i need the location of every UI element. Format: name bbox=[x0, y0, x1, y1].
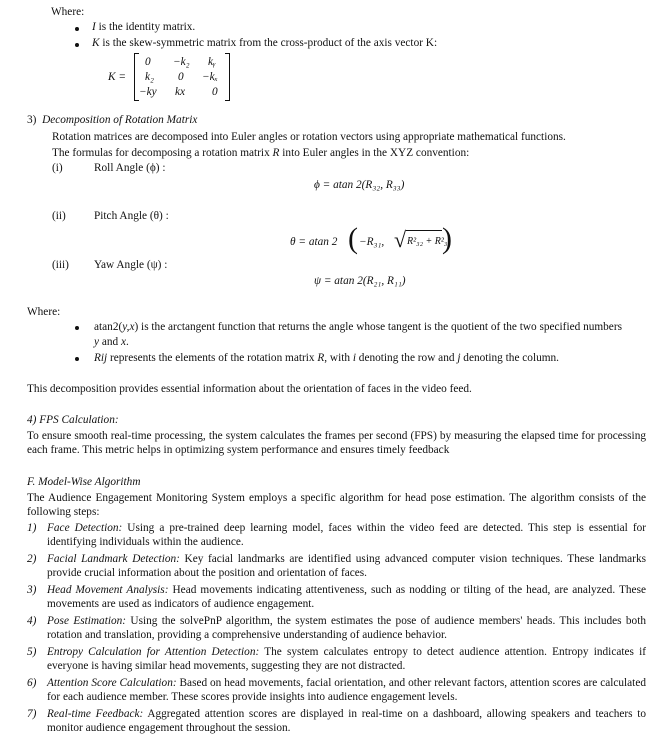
step-text: The system calculates entropy to detect audience attention. Entropy indicates if everyone is having similar head movements, suggesting they are not distracted. bbox=[47, 646, 647, 672]
text-span: , with bbox=[324, 352, 353, 364]
text-span: atan2( bbox=[94, 321, 123, 333]
step-body bbox=[47, 614, 646, 642]
identity-var: I bbox=[92, 21, 96, 33]
identity-text: is the identity matrix. bbox=[95, 21, 196, 33]
var-rij: Rij bbox=[94, 352, 108, 364]
atan-bullet bbox=[94, 320, 622, 334]
bullet-dot bbox=[75, 357, 79, 361]
paragraph: Rotation matrices are decomposed into Euler angles or rotation vectors using appropriate mathematical functions. bbox=[52, 131, 566, 143]
step-title: Face Detection: bbox=[47, 522, 123, 534]
yaw-formula: ψ = atan 2(R₂₁, R₁₁) bbox=[314, 275, 406, 287]
step-title: Facial Landmark Detection: bbox=[47, 553, 180, 565]
step-text: Aggregated attention scores are displayed in real-time on a dashboard, allowing speakers and teachers to monitor audience engagement throughout the session. bbox=[47, 708, 646, 734]
matrix-cell: −k₂ bbox=[173, 56, 190, 68]
step-number: 7) bbox=[27, 708, 37, 720]
text-span: into Euler angles in the XYZ convention: bbox=[279, 147, 470, 159]
step-body bbox=[47, 707, 646, 735]
step-body bbox=[47, 645, 646, 673]
step-title: Entropy Calculation for Attention Detection: bbox=[47, 646, 260, 658]
matrix-cell: k₂ bbox=[145, 71, 154, 83]
text-span: denoting the row and bbox=[355, 352, 458, 364]
step-title: Head Movement Analysis: bbox=[47, 584, 169, 596]
matrix-label: K = bbox=[108, 71, 126, 83]
item-label: Pitch Angle (θ) : bbox=[94, 210, 169, 222]
matrix-cell: kᵧ bbox=[208, 56, 216, 68]
roll-formula: ϕ = atan 2(R₃₂, R₃₃) bbox=[314, 179, 405, 191]
text-span: denoting the column. bbox=[460, 352, 559, 364]
summary-paragraph: This decomposition provides essential information about the orientation of faces in the video feed. bbox=[27, 383, 472, 395]
rij-bullet bbox=[94, 351, 559, 365]
list-item bbox=[27, 552, 646, 583]
item-number: (iii) bbox=[52, 259, 69, 271]
skew-var: K bbox=[92, 37, 100, 49]
text-span: . bbox=[126, 336, 129, 348]
text-span: represents the elements of the rotation matrix bbox=[107, 352, 318, 364]
where-label: Where: bbox=[51, 6, 85, 18]
matrix-cell: 0 bbox=[178, 71, 184, 83]
bullet-dot bbox=[75, 27, 79, 31]
skew-matrix bbox=[134, 53, 230, 101]
list-item bbox=[27, 707, 646, 738]
sqrt-sign: √ bbox=[394, 227, 407, 252]
skew-text: is the skew-symmetric matrix from the cross-product of the axis vector K: bbox=[99, 37, 438, 49]
step-title: Real-time Feedback: bbox=[47, 708, 144, 720]
list-item bbox=[27, 676, 646, 707]
var-x: x bbox=[120, 336, 126, 348]
fps-heading: 4) FPS Calculation: bbox=[27, 414, 119, 426]
var-yx: y,x bbox=[122, 321, 135, 333]
item-number: (i) bbox=[52, 162, 63, 174]
text-span: The formulas for decomposing a rotation matrix bbox=[52, 147, 273, 159]
var-R: R bbox=[317, 352, 325, 364]
var-i: i bbox=[352, 352, 356, 364]
list-item bbox=[27, 645, 646, 676]
list-item bbox=[27, 614, 646, 645]
step-text: Key facial landmarks are identified using advanced computer vision techniques. These landmarks provide crucial information about the position and orientation of faces. bbox=[47, 553, 646, 579]
atan-bullet-cont bbox=[94, 335, 129, 349]
bullet-dot bbox=[75, 43, 79, 47]
matrix-cell: −ky bbox=[139, 86, 157, 98]
matrix-cell: 0 bbox=[145, 56, 151, 68]
step-body bbox=[47, 676, 646, 704]
pitch-inner: −R₃₁, bbox=[359, 236, 385, 248]
var-j: j bbox=[457, 352, 461, 364]
step-body bbox=[47, 583, 646, 611]
where-label: Where: bbox=[27, 306, 61, 318]
list-item bbox=[27, 521, 646, 552]
var-y: y bbox=[94, 336, 100, 348]
step-number: 4) bbox=[27, 615, 37, 627]
var-R: R bbox=[272, 147, 280, 159]
bullet-dot bbox=[75, 326, 79, 330]
step-number: 2) bbox=[27, 553, 37, 565]
step-text: Head movements indicating attentiveness, such as nodding or tilting of the head, are analyzed. These movements are used as indicators of audience engagement. bbox=[47, 584, 646, 610]
item-number: (ii) bbox=[52, 210, 66, 222]
matrix-cell: 0 bbox=[212, 86, 218, 98]
step-text: Based on head movements, facial orientation, and other relevant factors, attention scores are calculated for each audience member. These scores provide insights into audience engagement levels. bbox=[47, 677, 646, 703]
text-span: and bbox=[99, 336, 121, 348]
paragraph bbox=[52, 146, 469, 160]
step-body bbox=[47, 552, 646, 580]
matrix-cell: kx bbox=[175, 86, 186, 98]
step-number: 3) bbox=[27, 584, 37, 596]
skew-bullet bbox=[92, 36, 437, 50]
item-label: Yaw Angle (ψ) : bbox=[94, 259, 168, 271]
section-f-intro: The Audience Engagement Monitoring System employs a specific algorithm for head pose estimation. The algorithm consists of the following steps: bbox=[27, 492, 646, 518]
step-title: Attention Score Calculation: bbox=[47, 677, 177, 689]
identity-bullet bbox=[92, 20, 195, 34]
list-item bbox=[27, 583, 646, 614]
section-f-heading: F. Model-Wise Algorithm bbox=[27, 476, 141, 488]
step-number: 1) bbox=[27, 522, 37, 534]
step-body bbox=[47, 521, 646, 549]
pitch-sqrt: R²₃₂ + R²₃₃ bbox=[407, 236, 451, 247]
pitch-formula bbox=[290, 222, 460, 258]
step-text: Using the solvePnP algorithm, the system estimates the pose of audience members' heads. This includes both rotation and translation, providing a comprehensive understanding of audience behavior. bbox=[47, 615, 646, 641]
text-span: ) is the arctangent function that returns the angle whose tangent is the quotient of the two specified numbers bbox=[134, 321, 622, 333]
step-number: 5) bbox=[27, 646, 37, 658]
paren-right: ) bbox=[442, 222, 452, 255]
pitch-prefix: θ = atan 2 bbox=[290, 236, 338, 248]
section-heading bbox=[27, 113, 197, 127]
fps-paragraph: To ensure smooth real-time processing, the system calculates the frames per second (FPS) by measuring the elapsed time for processing each frame. This metric helps in optimizing system performance and ensures timely feedback bbox=[27, 430, 646, 456]
step-number: 6) bbox=[27, 677, 37, 689]
matrix-right-bracket bbox=[225, 53, 230, 101]
step-text: Using a pre-trained deep learning model, faces within the video feed are detected. This step is essential for identifying individuals within the audience. bbox=[47, 522, 646, 548]
steps-list bbox=[27, 521, 646, 738]
heading-title: Decomposition of Rotation Matrix bbox=[42, 114, 198, 126]
paren-left: ( bbox=[348, 222, 358, 255]
step-title: Pose Estimation: bbox=[47, 615, 127, 627]
item-label: Roll Angle (ϕ) : bbox=[94, 162, 166, 174]
matrix-cell: −kₓ bbox=[202, 71, 218, 83]
heading-number: 3) bbox=[27, 114, 37, 126]
sqrt-bar bbox=[406, 230, 442, 231]
